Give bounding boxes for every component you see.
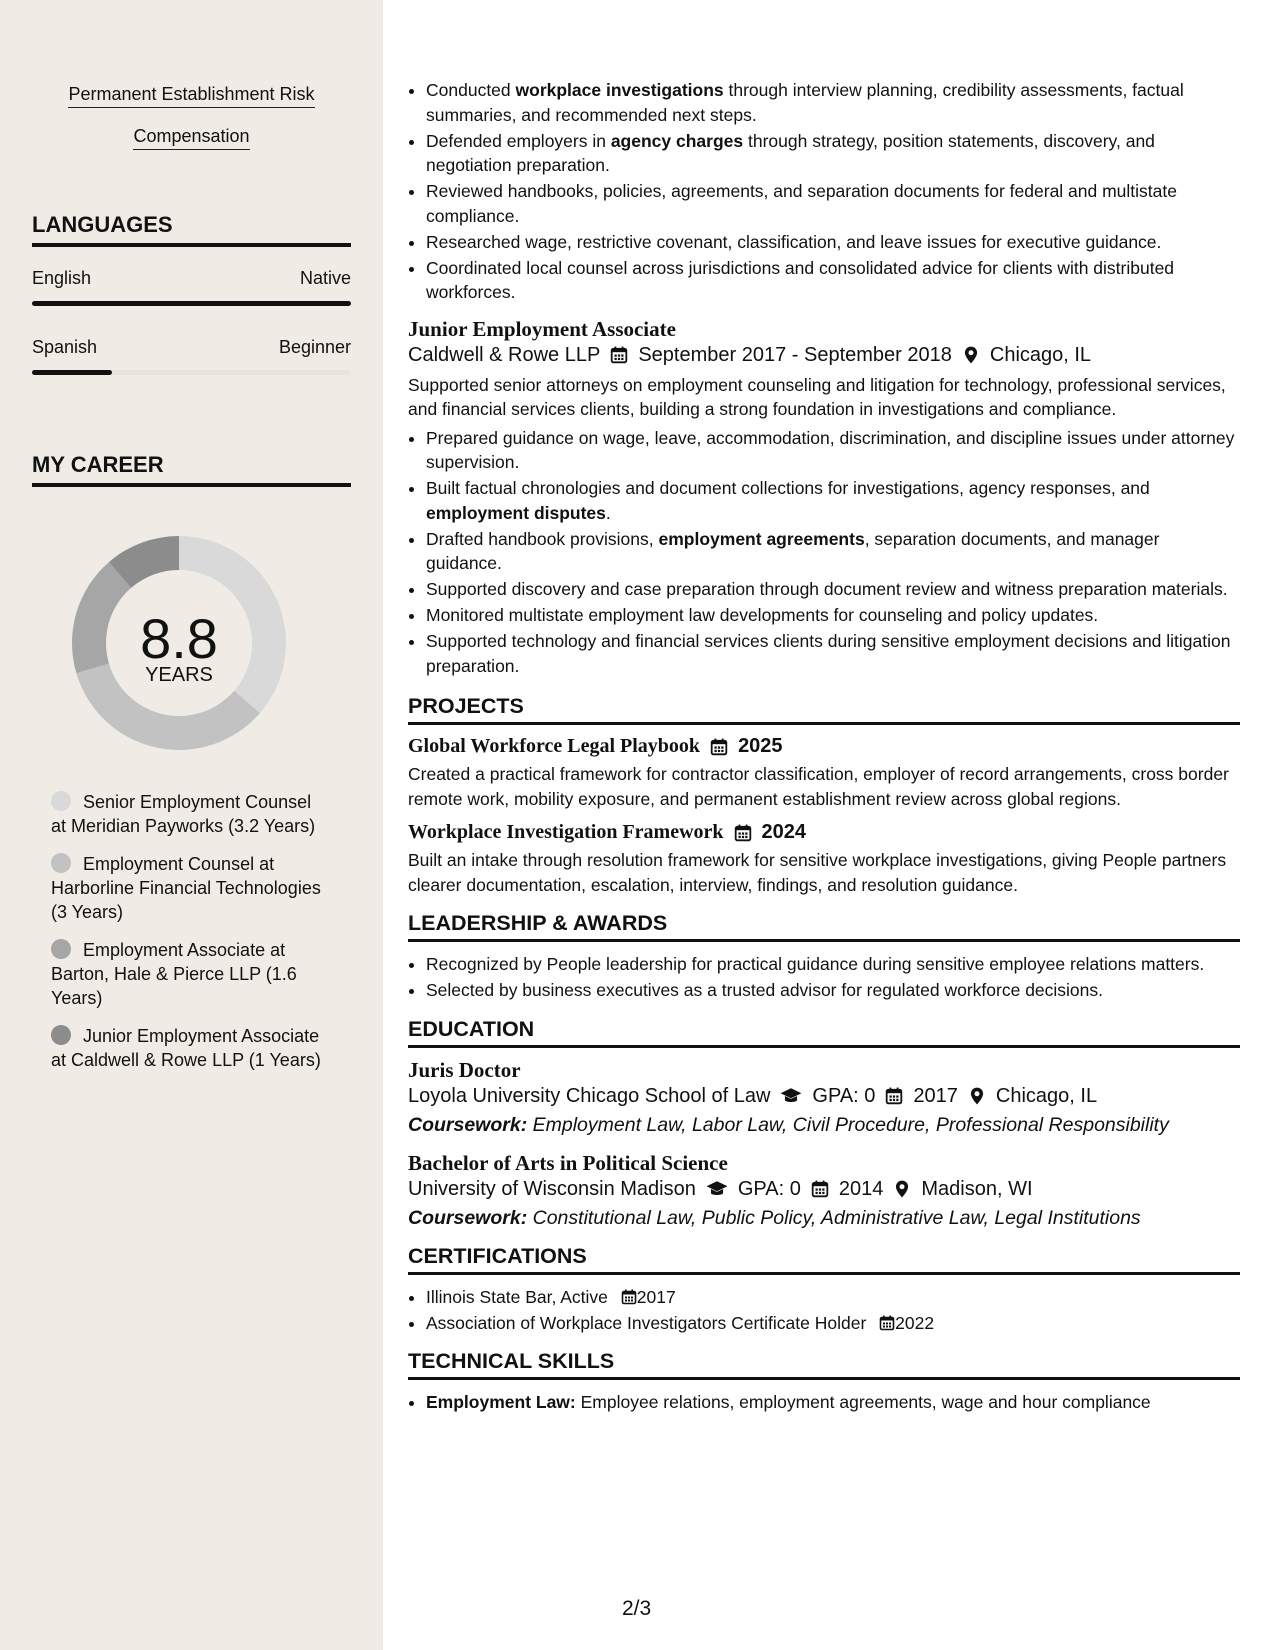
career-legend-item	[51, 852, 331, 924]
bullet: • Drafted handbook provisions, employment agreements, separation documents, and manager guidance.	[426, 527, 1240, 576]
sidebar	[0, 0, 383, 1650]
location-pin-icon	[893, 1180, 911, 1198]
projects-heading: PROJECTS	[408, 694, 1240, 725]
career-donut-chart	[66, 530, 292, 756]
coursework: Coursework: Constitutional Law, Public Policy, Administrative Law, Legal Institutions	[408, 1206, 1141, 1229]
project-description: Built an intake through resolution framework for sensitive workplace investigations, giving People partners clearer documentation, escalation, interview, findings, and resolution guidance.	[408, 850, 1227, 895]
project-title: Global Workforce Legal Playbook	[408, 735, 701, 757]
bullet: • Recognized by People leadership for practical guidance during sensitive employee relations matters.	[426, 952, 1240, 977]
project-title: Workplace Investigation Framework	[408, 821, 724, 843]
language-name: Spanish	[32, 337, 98, 357]
language-english	[32, 268, 351, 306]
education-meta	[408, 1085, 1240, 1108]
legend-label: Junior Employment Associate at Caldwell & Rowe LLP (1 Years)	[51, 1026, 321, 1070]
bullet: • Researched wage, restrictive covenant, classification, and leave issues for executive guidance.	[426, 230, 1240, 255]
gpa: GPA: 0	[737, 1177, 801, 1200]
bullet: • Monitored multistate employment law developments for counseling and policy updates.	[426, 603, 1240, 628]
project-title-row	[408, 735, 1240, 758]
skills-list	[408, 1390, 1240, 1415]
education-heading: EDUCATION	[408, 1017, 1240, 1048]
graduation-cap-icon	[780, 1087, 802, 1105]
calendar-icon	[621, 1289, 637, 1305]
bullet: • Conducted workplace investigations through interview planning, credibility assessments, factual summaries, and recommended next steps.	[426, 78, 1240, 127]
school-location: Chicago, IL	[995, 1084, 1098, 1107]
degree: Juris Doctor	[408, 1057, 521, 1082]
legend-dot	[51, 853, 71, 873]
bullet: • Supported discovery and case preparation through document review and witness preparation materials.	[426, 577, 1240, 602]
graduation-year: 2017	[913, 1084, 958, 1107]
job-company: Caldwell & Rowe LLP	[408, 343, 601, 366]
leadership-heading: LEADERSHIP & AWARDS	[408, 911, 1240, 942]
calendar-icon	[885, 1087, 903, 1105]
career-legend-item	[51, 1024, 331, 1072]
skill-chip: Permanent Establishment Risk	[68, 84, 314, 108]
project-description: Created a practical framework for contractor classification, employer of record arrangements, cross border remote work, mobility exposure, and permanent establishment review across global regions.	[408, 764, 1229, 809]
job-meta	[408, 344, 1240, 367]
bullet: • Supported technology and financial services clients during sensitive employment decisions and litigation preparation.	[426, 629, 1240, 678]
language-level: Native	[299, 268, 351, 288]
certification: • Illinois State Bar, Active 2017	[426, 1285, 1240, 1310]
career-heading: MY CAREER	[32, 452, 351, 487]
job-dates: September 2017 - September 2018	[638, 343, 952, 366]
calendar-icon	[734, 824, 752, 842]
education-entry	[408, 1151, 1240, 1230]
skill-chip: Compensation	[133, 126, 249, 150]
calendar-icon	[610, 346, 628, 364]
language-name: English	[32, 268, 92, 288]
education-entry	[408, 1058, 1240, 1137]
main-content	[408, 78, 1240, 1416]
career-unit: YEARS	[145, 664, 213, 686]
page-number: 2/3	[622, 1597, 652, 1620]
school: University of Wisconsin Madison	[408, 1177, 696, 1200]
job-title: Junior Employment Associate	[408, 316, 676, 341]
language-level: Beginner	[278, 337, 351, 357]
school: Loyola University Chicago School of Law	[408, 1084, 771, 1107]
language-spanish	[32, 337, 351, 375]
location-pin-icon	[962, 346, 980, 364]
bullet: • Prepared guidance on wage, leave, accommodation, discrimination, and discipline issues under attorney supervision.	[426, 426, 1240, 475]
legend-dot	[51, 939, 71, 959]
certifications-heading: CERTIFICATIONS	[408, 1244, 1240, 1275]
technical-skills-heading: TECHNICAL SKILLS	[408, 1349, 1240, 1380]
bullet: • Built factual chronologies and document collections for investigations, agency responses, and employment disputes.	[426, 476, 1240, 525]
skill-item: • Employment Law: Employee relations, employment agreements, wage and hour compliance	[426, 1390, 1240, 1415]
language-proficiency-bar	[32, 301, 351, 306]
graduation-year: 2014	[838, 1177, 884, 1200]
donut-segment	[72, 562, 131, 673]
gpa: GPA: 0	[812, 1084, 876, 1107]
job-location: Chicago, IL	[989, 343, 1092, 366]
career-legend-item	[51, 790, 331, 838]
certifications-list	[408, 1285, 1240, 1336]
location-pin-icon	[968, 1087, 986, 1105]
certification: • Association of Workplace Investigators Certificate Holder 2022	[426, 1311, 1240, 1336]
legend-label: Senior Employment Counsel at Meridian Payworks (3.2 Years)	[51, 792, 316, 836]
bullet: • Reviewed handbooks, policies, agreements, and separation documents for federal and multistate compliance.	[426, 179, 1240, 228]
project-year: 2025	[738, 735, 783, 757]
bullet: • Selected by business executives as a trusted advisor for regulated workforce decisions.	[426, 978, 1240, 1003]
languages-heading: LANGUAGES	[32, 212, 351, 247]
legend-dot	[51, 791, 71, 811]
legend-label: Employment Associate at Barton, Hale & Pierce LLP (1.6 Years)	[51, 940, 297, 1008]
legend-label: Employment Counsel at Harborline Financial Technologies (3 Years)	[51, 854, 321, 922]
education-meta	[408, 1178, 1240, 1201]
bullet: • Coordinated local counsel across jurisdictions and consolidated advice for clients with distributed workforces.	[426, 256, 1240, 305]
career-total-years: 8.8	[140, 607, 218, 670]
leadership-list	[408, 952, 1240, 1003]
graduation-cap-icon	[706, 1180, 728, 1198]
career-legend-item	[51, 938, 331, 1010]
career-legend	[51, 790, 331, 1086]
job-summary: Supported senior attorneys on employment counseling and litigation for technology, professional services, and financial services clients, building a strong foundation in investigations and compliance.	[408, 374, 1226, 419]
degree: Bachelor of Arts in Political Science	[408, 1150, 728, 1175]
project-year: 2024	[761, 821, 807, 843]
legend-dot	[51, 1025, 71, 1045]
calendar-icon	[710, 738, 728, 756]
calendar-icon	[811, 1180, 829, 1198]
calendar-icon	[879, 1315, 895, 1331]
school-location: Madison, WI	[921, 1177, 1033, 1200]
coursework: Coursework: Employment Law, Labor Law, Civil Procedure, Professional Responsibility	[408, 1113, 1169, 1136]
project-title-row	[408, 821, 1240, 844]
job-bullets	[408, 426, 1240, 679]
previous-job-bullets	[408, 78, 1240, 305]
language-proficiency-bar	[32, 370, 351, 375]
bullet: • Defended employers in agency charges through strategy, position statements, discovery, and negotiation preparation.	[426, 129, 1240, 178]
skill-chips	[0, 84, 383, 150]
